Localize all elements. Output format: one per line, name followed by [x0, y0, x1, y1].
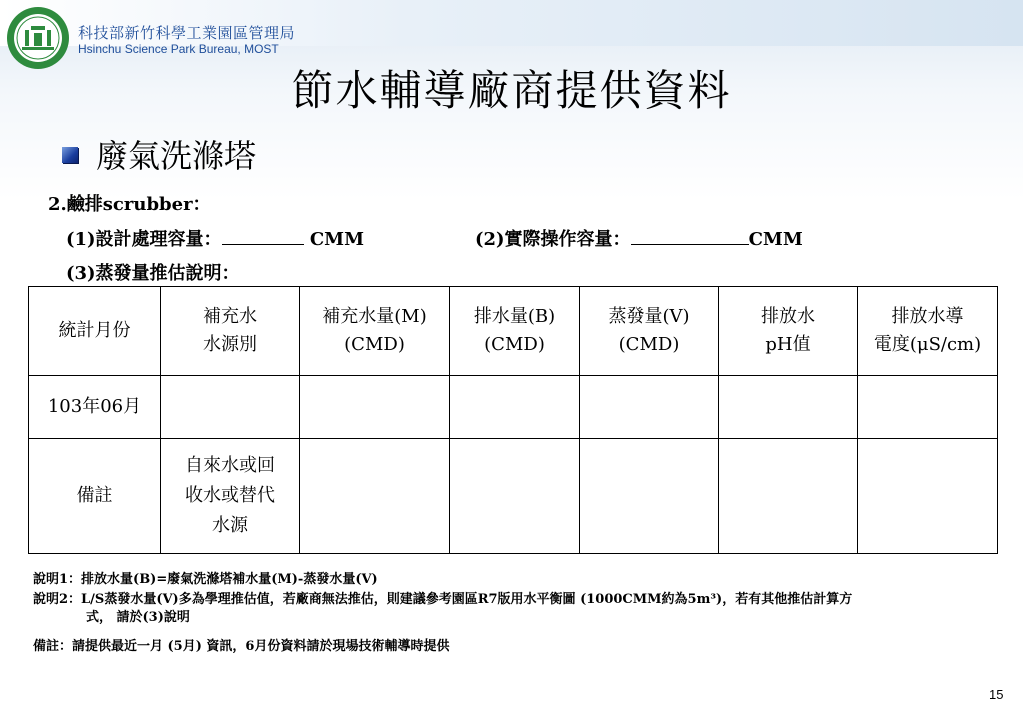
design-capacity-row: [66, 225, 364, 251]
note-2: 說明2：L/S蒸發水量(V)多為學理推估值，若廠商無法推估，則建議參考園區R7版用水平衡圖 (1000CMM約為5m³)，若有其他推估計算方 式， 請於(3)說明: [33, 591, 983, 627]
slide-title: 節水輔導廠商提供資料: [291, 66, 732, 115]
table-header-cell: 蒸發量(V) (CMD): [580, 287, 719, 376]
table-cell: 自來水或回 收水或替代 水源: [161, 439, 300, 554]
bullet-heading: 廢氣洗滌塔: [96, 137, 257, 175]
actual-capacity-label: (2)實際操作容量：: [475, 229, 631, 250]
table-cell: [450, 376, 580, 439]
form-section-label: 2.鹼排scrubber：: [48, 194, 211, 215]
table-header-cell: 排放水 pH值: [719, 287, 858, 376]
remark-note: 備註：請提供最近一月 (5月) 資訊，6月份資料請於現場技術輔導時提供: [33, 639, 450, 654]
actual-capacity-row: [475, 225, 803, 251]
note-1: 說明1：排放水量(B)=廢氣洗滌塔補水量(M)-蒸發水量(V): [33, 572, 378, 587]
water-data-table: [28, 286, 998, 554]
table-cell: 103年06月: [29, 376, 161, 439]
design-capacity-unit: CMM: [303, 229, 365, 250]
table-cell: [580, 376, 719, 439]
table-cell: [719, 376, 858, 439]
table-header-row: [29, 287, 998, 376]
table-cell: [300, 439, 450, 554]
actual-capacity-blank: [631, 228, 749, 245]
table-cell: [161, 376, 300, 439]
org-name-zh: 科技部新竹科學工業園區管理局: [78, 24, 296, 42]
square-bullet-icon: [62, 147, 78, 163]
actual-capacity-unit: CMM: [748, 229, 803, 250]
page-number: 15: [989, 687, 1004, 702]
table-cell: 備註: [29, 439, 161, 554]
table-cell: [858, 439, 998, 554]
table-cell: [580, 439, 719, 554]
design-capacity-label: (1)設計處理容量：: [66, 229, 222, 250]
table-row: [29, 439, 998, 554]
note-2-continuation: 式， 請於(3)說明: [86, 610, 190, 625]
table-cell: [858, 376, 998, 439]
table-header-cell: 補充水量(M) (CMD): [300, 287, 450, 376]
table-row: [29, 376, 998, 439]
table-cell: [719, 439, 858, 554]
table-cell: [300, 376, 450, 439]
evaporation-label: (3)蒸發量推估說明：: [66, 263, 240, 284]
org-name-en: Hsinchu Science Park Bureau, MOST: [78, 42, 279, 56]
table-header-cell: 排水量(B) (CMD): [450, 287, 580, 376]
table-header-cell: 補充水 水源別: [161, 287, 300, 376]
design-capacity-blank: [222, 228, 304, 245]
table-header-cell: 統計月份: [29, 287, 161, 376]
table-header-cell: 排放水導 電度(μS/cm): [858, 287, 998, 376]
table-cell: [450, 439, 580, 554]
